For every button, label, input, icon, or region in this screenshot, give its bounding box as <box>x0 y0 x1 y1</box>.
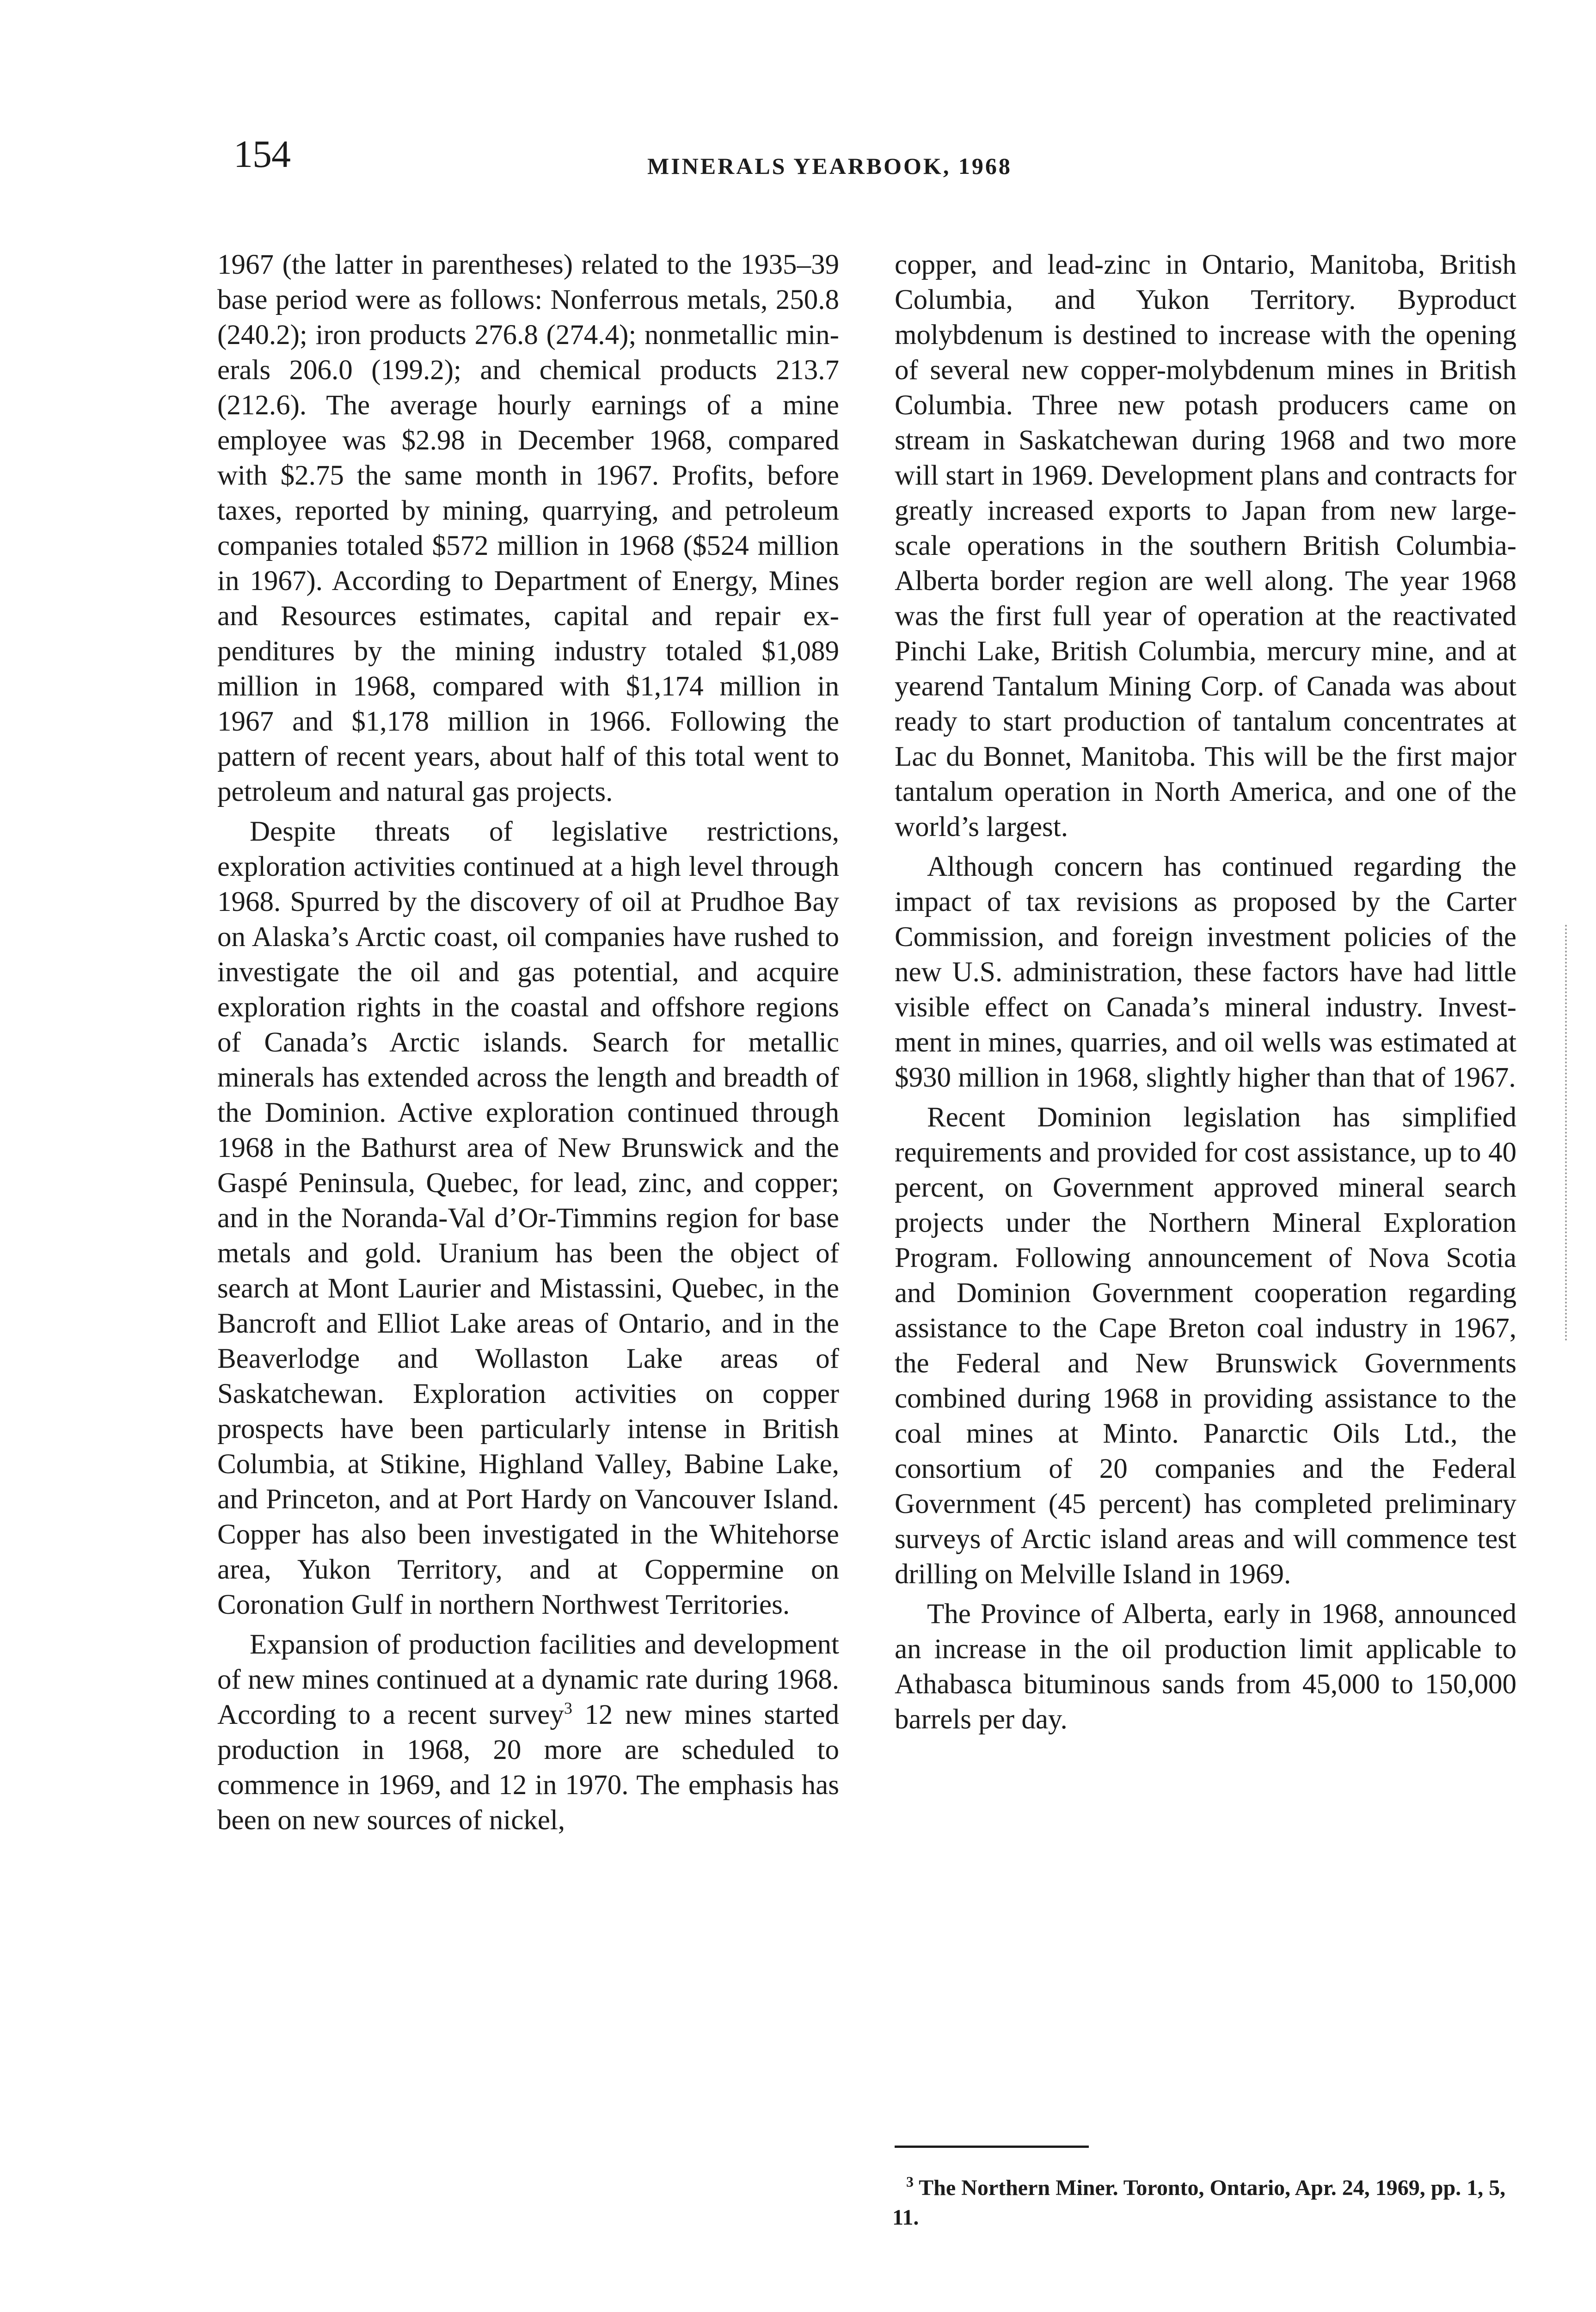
paragraph: 1967 (the latter in parentheses) related to the 1935–39 base period were as follows: Nonferrous metals, 250.8 (240.2); iron products 276.8 (274.4); nonmetallic minerals 206.0 (199.2); and chemical products 213.7 (212.6). The average hourly earnings of a mine employee was $2.98 in December 1968, compared with $2.75 the same month in 1967. Profits, before taxes, reported by mining, quarrying, and petroleum companies totaled $572 million in 1968 ($524 million in 1967). According to Department of Energy, Mines and Resources estimates, capital and repair expenditures by the mining industry totaled $1,089 million in 1968, compared with $1,174 million in 1967 and $1,178 million in 1966. Following the pattern of recent years, about half of this total went to petroleum and natural gas projects. <box>217 249 839 807</box>
footnote <box>892 2173 1516 2232</box>
paragraph: Despite threats of legislative restrictions, exploration activities continued at a high level through 1968. Spurred by the discovery of oil at Prudhoe Bay on Alaska’s Arctic coast, oil companies have rushed to investigate the oil and gas potential, and acquire exploration rights in the coastal and offshore regions of Canada’s Arctic islands. Search for metallic minerals has extended across the length and breadth of the Dominion. Active exploration continued through 1968 in the Bathurst area of New Brunswick and the Gaspé Peninsula, Quebec, for lead, zinc, and copper; and in the Noranda-Val d’Or-Timmins region for base metals and gold. Uranium has been the object of search at Mont Laurier and Mistassini, Quebec, in the Bancroft and Elliot Lake areas of Ontario, and in the Beaverlodge and Wollaston Lake areas of Saskatchewan. Exploration activities on copper prospects have been particularly intense in British Columbia, at Stikine, Highland Valley, Babine Lake, and Princeton, and at Port Hardy on Vancouver Island. Copper has also been investigated in the Whitehorse area, Yukon Territory, and at Coppermine on Coronation Gulf in northern Northwest Territories. <box>217 816 839 1620</box>
running-head: MINERALS YEARBOOK, 1968 <box>647 153 1012 179</box>
footnote-divider <box>895 2146 1089 2148</box>
left-column <box>217 247 839 1838</box>
paragraph-text: 12 new mines started production in 1968, 20 more are scheduled to commence in 1969, and 12 in 1970. The emphasis has been on new sources of nickel, <box>217 1699 839 1836</box>
paragraph: Although concern has continued regarding the impact of tax revisions as proposed by the Carter Commission, and foreign investment policies of the new U.S. administration, these factors have had little visible effect on Canada’s mineral industry. Investment in mines, quarries, and oil wells was estimated at $930 million in 1968, slightly higher than that of 1967. <box>895 851 1516 1093</box>
page-number: 154 <box>233 133 290 176</box>
footnote-marker: 3 <box>906 2173 914 2190</box>
footnote-reference: 3 <box>564 1699 572 1717</box>
paragraph: The Province of Alberta, early in 1968, announced an increase in the oil production limit applicable to Athabasca bituminous sands from 45,000 to 150,000 barrels per day. <box>895 1599 1516 1735</box>
right-column <box>895 247 1516 1737</box>
paragraph: Recent Dominion legislation has simplified requirements and provided for cost assistance, up to 40 percent, on Government approved mineral search projects under the Northern Mineral Exploration Program. Following announcement of Nova Scotia and Dominion Government cooperation regarding assistance to the Cape Breton coal industry in 1967, the Federal and New Brunswick Governments combined during 1968 in providing assistance to the coal mines at Minto. Panarctic Oils Ltd., the consortium of 20 companies and the Federal Government (45 percent) has completed preliminary surveys of Arctic island areas and will commence test drilling on Melville Island in 1969. <box>895 1102 1516 1590</box>
paragraph: copper, and lead-zinc in Ontario, Manitoba, British Columbia, and Yukon Territory. Byproduct molybdenum is destined to increase with the opening of several new copper-molybdenum mines in British Columbia. Three new potash producers came on stream in Saskatchewan during 1968 and two more will start in 1969. Development plans and contracts for greatly increased exports to Japan from new large-scale operations in the southern British Columbia-Alberta border region are well along. The year 1968 was the first full year of operation at the reactivated Pinchi Lake, British Columbia, mercury mine, and at yearend Tantalum Mining Corp. of Canada was about ready to start production of tantalum concentrates at Lac du Bonnet, Manitoba. This will be the first major tantalum operation in North America, and one of the world’s largest. <box>895 249 1516 842</box>
footnote-text: The Northern Miner. Toronto, Ontario, Apr. 24, 1969, pp. 1, 5, 11. <box>892 2176 1506 2230</box>
paragraph-text: Expansion of production facilities and development of new mines continued at a dynamic rate during 1968. According to a recent survey <box>217 1629 840 1730</box>
scan-margin-marks <box>1565 925 1571 1341</box>
paragraph <box>217 1627 839 1838</box>
